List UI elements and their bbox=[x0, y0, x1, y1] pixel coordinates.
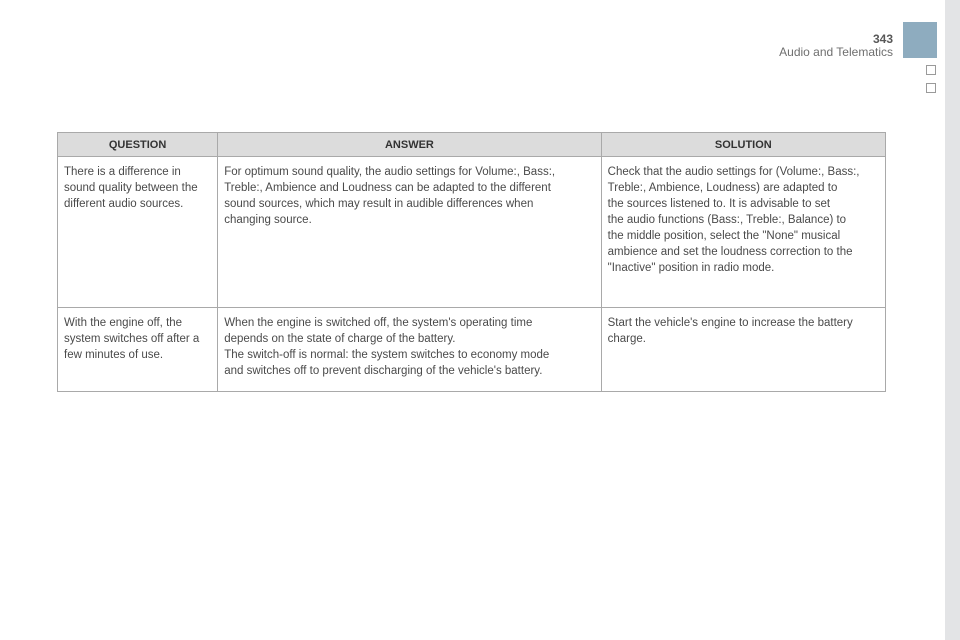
text-line: the middle position, select the "None" musical bbox=[607, 230, 841, 242]
text-line: "Inactive" position in radio mode. bbox=[607, 262, 775, 274]
troubleshooting-table bbox=[57, 132, 886, 392]
question-cell bbox=[58, 308, 218, 392]
text-line: For optimum sound quality, the audio settings for Volume:, Bass:, bbox=[224, 166, 556, 178]
text-line: changing source. bbox=[224, 214, 312, 226]
text-line: and switches off to prevent discharging of the vehicle's battery. bbox=[224, 365, 543, 377]
answer-cell bbox=[218, 157, 601, 308]
text-line: Start the vehicle's engine to increase the battery bbox=[607, 317, 853, 329]
header-question: QUESTION bbox=[58, 133, 218, 157]
text-line: With the engine off, the bbox=[64, 317, 183, 329]
text-line: depends on the state of charge of the battery. bbox=[224, 333, 456, 345]
page-edge-strip bbox=[945, 0, 960, 640]
text-line: the audio functions (Bass:, Treble:, Balance) to bbox=[607, 214, 847, 226]
text-line: system switches off after a bbox=[64, 333, 200, 345]
text-line: the sources listened to. It is advisable to set bbox=[607, 198, 831, 210]
text-line: Treble:, Ambience, Loudness) are adapted to bbox=[607, 182, 838, 194]
page-number: 343 bbox=[872, 32, 893, 46]
header-solution: SOLUTION bbox=[601, 133, 885, 157]
header-answer: ANSWER bbox=[218, 133, 601, 157]
text-line: ambience and set the loudness correction to the bbox=[607, 246, 853, 258]
table-row bbox=[58, 157, 886, 308]
solution-cell bbox=[601, 308, 885, 392]
answer-cell bbox=[218, 308, 601, 392]
text-line: There is a difference in bbox=[64, 166, 181, 178]
solution-cell bbox=[601, 157, 885, 308]
section-tab-marker bbox=[903, 22, 937, 58]
text-line: Check that the audio settings for (Volume:, Bass:, bbox=[607, 166, 860, 178]
question-cell bbox=[58, 157, 218, 308]
text-line: charge. bbox=[607, 333, 646, 345]
text-line: different audio sources. bbox=[64, 198, 184, 210]
text-line: The switch-off is normal: the system switches to economy mode bbox=[224, 349, 550, 361]
text-line: When the engine is switched off, the system's operating time bbox=[224, 317, 533, 329]
section-title: Audio and Telematics bbox=[779, 45, 893, 59]
index-box-icon bbox=[926, 83, 936, 93]
text-line: sound quality between the bbox=[64, 182, 198, 194]
text-line: sound sources, which may result in audible differences when bbox=[224, 198, 534, 210]
table-header-row bbox=[58, 133, 886, 157]
text-line: Treble:, Ambience and Loudness can be adapted to the different bbox=[224, 182, 551, 194]
text-line: few minutes of use. bbox=[64, 349, 164, 361]
index-box-icon bbox=[926, 65, 936, 75]
table-row bbox=[58, 308, 886, 392]
